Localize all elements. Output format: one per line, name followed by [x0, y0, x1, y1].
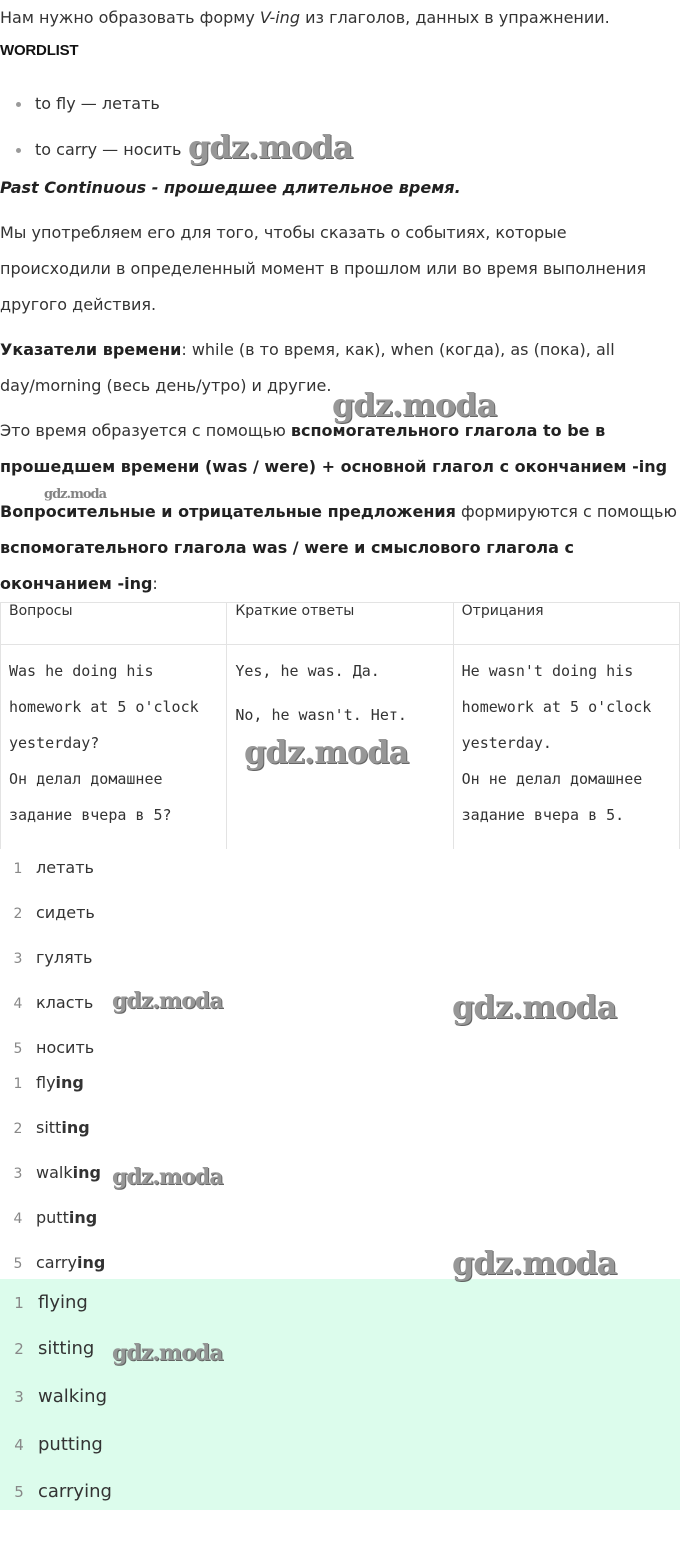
watermark: gdz.moda	[44, 487, 107, 502]
answer-block	[0, 1279, 680, 1510]
indicators-label: Указатели времени	[0, 340, 182, 359]
indicators-text: : while (в то время, как), when (когда), as (пока), all day/morning (весь день/утро) и другие.	[0, 340, 615, 395]
answer-item: 1 flying	[14, 1292, 88, 1313]
intro-italic: V-ing	[259, 8, 300, 27]
bullet-icon	[16, 102, 21, 107]
watermark: gdz.moda	[452, 988, 617, 1026]
list-item: 5 носить	[13, 1038, 95, 1057]
list-item: 1 летать	[13, 858, 94, 877]
wordlist-item: to carry — носить	[16, 140, 181, 159]
watermark: gdz.moda	[112, 988, 223, 1014]
table-header: Краткие ответы	[227, 603, 453, 645]
list-item: 4 putting	[13, 1208, 98, 1227]
watermark: gdz.moda	[452, 1244, 617, 1282]
table-cell-short-answers: Yes, he was. Да. No, he wasn't. Нет.	[227, 645, 453, 849]
questions-rule: Вопросительные и отрицательные предложения формируются с помощью вспомогательного глагола was / were и смыслового глагола с окончанием -ing:	[0, 502, 677, 593]
answer-item: 2 sitting	[14, 1338, 95, 1359]
table-header: Отрицания	[453, 603, 679, 645]
table-header: Вопросы	[1, 603, 227, 645]
answer-item: 3 walking	[14, 1386, 108, 1407]
list-item: 4 класть	[13, 993, 94, 1012]
list-item: 1 flying	[13, 1073, 84, 1092]
grammar-table	[0, 602, 680, 849]
list-item: 2 sitting	[13, 1118, 90, 1137]
answer-item: 5 carrying	[14, 1481, 112, 1502]
intro-before: Нам нужно образовать форму	[0, 8, 260, 27]
wordlist-item: to fly — летать	[16, 94, 160, 113]
intro-after: из глаголов, данных в упражнении.	[299, 8, 610, 27]
list-item: 5 carrying	[13, 1253, 106, 1272]
watermark: gdz.moda	[188, 128, 353, 166]
watermark: gdz.moda	[112, 1164, 223, 1190]
intro-text	[0, 0, 680, 36]
table-header-row	[1, 603, 680, 645]
table-cell-questions: Was he doing his homework at 5 o'clock yesterday? Он делал домашнее задание вчера в 5?	[1, 645, 227, 849]
answer-item: 4 putting	[14, 1434, 103, 1455]
watermark: gdz.moda	[244, 733, 409, 771]
formation-text: Это время образуется с помощью вспомогательного глагола to be в прошедшем времени (was / were) + основной глагол с окончанием -ing	[0, 421, 668, 476]
wordlist-title: WORDLIST	[0, 42, 79, 59]
bullet-icon	[16, 148, 21, 153]
watermark: gdz.moda	[332, 386, 497, 424]
watermark: gdz.moda	[112, 1340, 223, 1366]
list-item: 2 сидеть	[13, 903, 95, 922]
list-item: 3 walking	[13, 1163, 101, 1182]
tense-heading: Past Continuous - прошедшее длительное время.	[0, 178, 461, 197]
usage-text: Мы употребляем его для того, чтобы сказать о событиях, которые происходили в определенный момент в прошлом или во время выполнения другого действия.	[0, 223, 647, 314]
list-item: 3 гулять	[13, 948, 93, 967]
table-cell-negations: He wasn't doing his homework at 5 o'clock yesterday. Он не делал домашнее задание вчера в 5.	[453, 645, 679, 849]
